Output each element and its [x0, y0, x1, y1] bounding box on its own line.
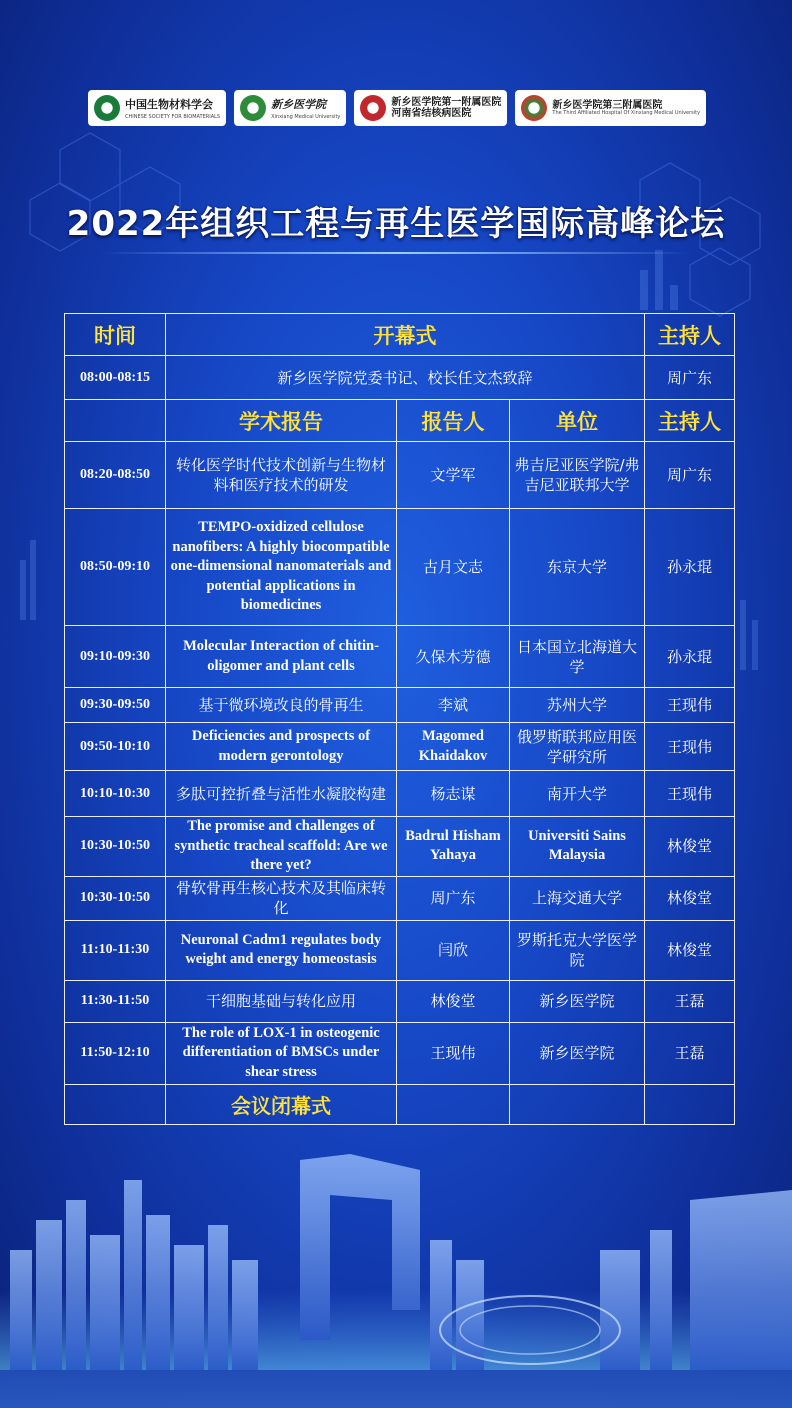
session-speaker: Magomed Khaidakov: [397, 723, 510, 771]
table-row: [65, 817, 735, 877]
session-unit: 上海交通大学: [510, 876, 645, 920]
logo-bar: [88, 88, 708, 128]
session-speaker: 林俊堂: [397, 980, 510, 1022]
session-title: Molecular Interaction of chitin-oligomer and plant cells: [166, 626, 397, 688]
page-title: 2022年组织工程与再生医学国际高峰论坛: [66, 204, 726, 244]
logo-sub: CHINESE SOCIETY FOR BIOMATERIALS: [125, 114, 221, 121]
session-unit: 新乡医学院: [510, 1022, 645, 1084]
session-speaker: 闫欣: [397, 920, 510, 980]
session-title: Deficiencies and prospects of modern gerontology: [166, 723, 397, 771]
session-title: 多肽可控折叠与活性水凝胶构建: [166, 771, 397, 817]
session-speaker: 久保木芳德: [397, 626, 510, 688]
academic-header-row: [65, 400, 735, 442]
session-speaker: 王现伟: [397, 1022, 510, 1084]
opening-host: 周广东: [645, 356, 735, 400]
hospital-emblem-icon: [521, 95, 547, 121]
header-time: 时间: [65, 314, 166, 356]
session-title: 干细胞基础与转化应用: [166, 980, 397, 1022]
opening-content: 新乡医学院党委书记、校长任文杰致辞: [166, 356, 645, 400]
session-unit: 俄罗斯联邦应用医学研究所: [510, 723, 645, 771]
session-unit: 弗吉尼亚医学院/弗吉尼亚联邦大学: [510, 442, 645, 509]
logo-sub: The Third Affiliated Hospital Of Xinxiang Medical University: [552, 109, 701, 116]
table-row: [65, 688, 735, 723]
session-title: 骨软骨再生核心技术及其临床转化: [166, 876, 397, 920]
session-unit: 苏州大学: [510, 688, 645, 723]
session-host: 孙永琨: [645, 626, 735, 688]
session-unit: Universiti Sains Malaysia: [510, 817, 645, 877]
session-time: 09:10-09:30: [65, 626, 166, 688]
logo-name: 新乡医学院第一附属医院: [391, 97, 502, 108]
closing-ceremony: 会议闭幕式: [166, 1084, 397, 1124]
session-host: 林俊堂: [645, 920, 735, 980]
header-speaker: 报告人: [397, 400, 510, 442]
session-host: 王现伟: [645, 723, 735, 771]
table-row: [65, 509, 735, 626]
logo-sub: 河南省结核病医院: [391, 108, 472, 119]
header-report: 学术报告: [166, 400, 397, 442]
logo-sub: Xinxiang Medical University: [271, 114, 341, 121]
logo-third-affiliated-hospital: [515, 90, 706, 126]
logo-name: 中国生物材料学会: [125, 98, 213, 112]
session-unit: 罗斯托克大学医学院: [510, 920, 645, 980]
closing-empty: [510, 1084, 645, 1124]
closing-empty: [397, 1084, 510, 1124]
session-title: 转化医学时代技术创新与生物材料和医疗技术的研发: [166, 442, 397, 509]
table-row: [65, 980, 735, 1022]
session-time: 11:10-11:30: [65, 920, 166, 980]
logo-name: 新乡医学院: [271, 98, 327, 112]
session-host: 孙永琨: [645, 509, 735, 626]
opening-row: [65, 356, 735, 400]
header-unit: 单位: [510, 400, 645, 442]
session-title: The role of LOX-1 in osteogenic differentiation of BMSCs under shear stress: [166, 1022, 397, 1084]
session-unit: 新乡医学院: [510, 980, 645, 1022]
schedule-table: [64, 313, 735, 1125]
society-emblem-icon: [94, 95, 120, 121]
table-row: [65, 771, 735, 817]
session-time: 08:50-09:10: [65, 509, 166, 626]
session-time: 11:30-11:50: [65, 980, 166, 1022]
session-title: 基于微环境改良的骨再生: [166, 688, 397, 723]
closing-row: [65, 1084, 735, 1124]
session-speaker: 古月文志: [397, 509, 510, 626]
table-row: [65, 920, 735, 980]
session-time: 08:20-08:50: [65, 442, 166, 509]
session-host: 林俊堂: [645, 876, 735, 920]
title-divider: [100, 252, 692, 254]
session-title: TEMPO-oxidized cellulose nanofibers: A highly biocompatible one-dimensional nanomaterials and potential applications in biomedicines: [166, 509, 397, 626]
logo-chinese-society-biomaterials: [88, 90, 226, 126]
session-unit: 东京大学: [510, 509, 645, 626]
table-row: [65, 723, 735, 771]
session-speaker: 杨志谋: [397, 771, 510, 817]
session-title: The promise and challenges of synthetic tracheal scaffold: Are we there yet?: [166, 817, 397, 877]
session-speaker: 文学军: [397, 442, 510, 509]
university-emblem-icon: [240, 95, 266, 121]
opening-time: 08:00-08:15: [65, 356, 166, 400]
table-row: [65, 1022, 735, 1084]
city-skyline-illustration: [0, 1140, 792, 1408]
closing-empty: [645, 1084, 735, 1124]
header-host: 主持人: [645, 400, 735, 442]
table-row: [65, 626, 735, 688]
session-host: 周广东: [645, 442, 735, 509]
session-speaker: 李斌: [397, 688, 510, 723]
session-host: 王磊: [645, 1022, 735, 1084]
logo-xinxiang-medical-university: [234, 90, 346, 126]
session-unit: 日本国立北海道大学: [510, 626, 645, 688]
session-unit: 南开大学: [510, 771, 645, 817]
session-time: 09:50-10:10: [65, 723, 166, 771]
session-host: 王磊: [645, 980, 735, 1022]
table-row: [65, 876, 735, 920]
session-speaker: Badrul Hisham Yahaya: [397, 817, 510, 877]
closing-empty: [65, 1084, 166, 1124]
logo-name: 新乡医学院第三附属医院: [552, 99, 663, 111]
session-time: 10:30-10:50: [65, 876, 166, 920]
session-speaker: 周广东: [397, 876, 510, 920]
hospital-cross-icon: [360, 95, 386, 121]
session-host: 王现伟: [645, 688, 735, 723]
session-title: Neuronal Cadm1 regulates body weight and energy homeostasis: [166, 920, 397, 980]
table-row: [65, 442, 735, 509]
session-time: 10:30-10:50: [65, 817, 166, 877]
session-host: 王现伟: [645, 771, 735, 817]
session-time: 11:50-12:10: [65, 1022, 166, 1084]
opening-header-row: [65, 314, 735, 356]
session-host: 林俊堂: [645, 817, 735, 877]
session-time: 09:30-09:50: [65, 688, 166, 723]
header-host: 主持人: [645, 314, 735, 356]
logo-first-affiliated-hospital: [354, 90, 507, 126]
academic-header-empty: [65, 400, 166, 442]
header-opening: 开幕式: [166, 314, 645, 356]
session-time: 10:10-10:30: [65, 771, 166, 817]
